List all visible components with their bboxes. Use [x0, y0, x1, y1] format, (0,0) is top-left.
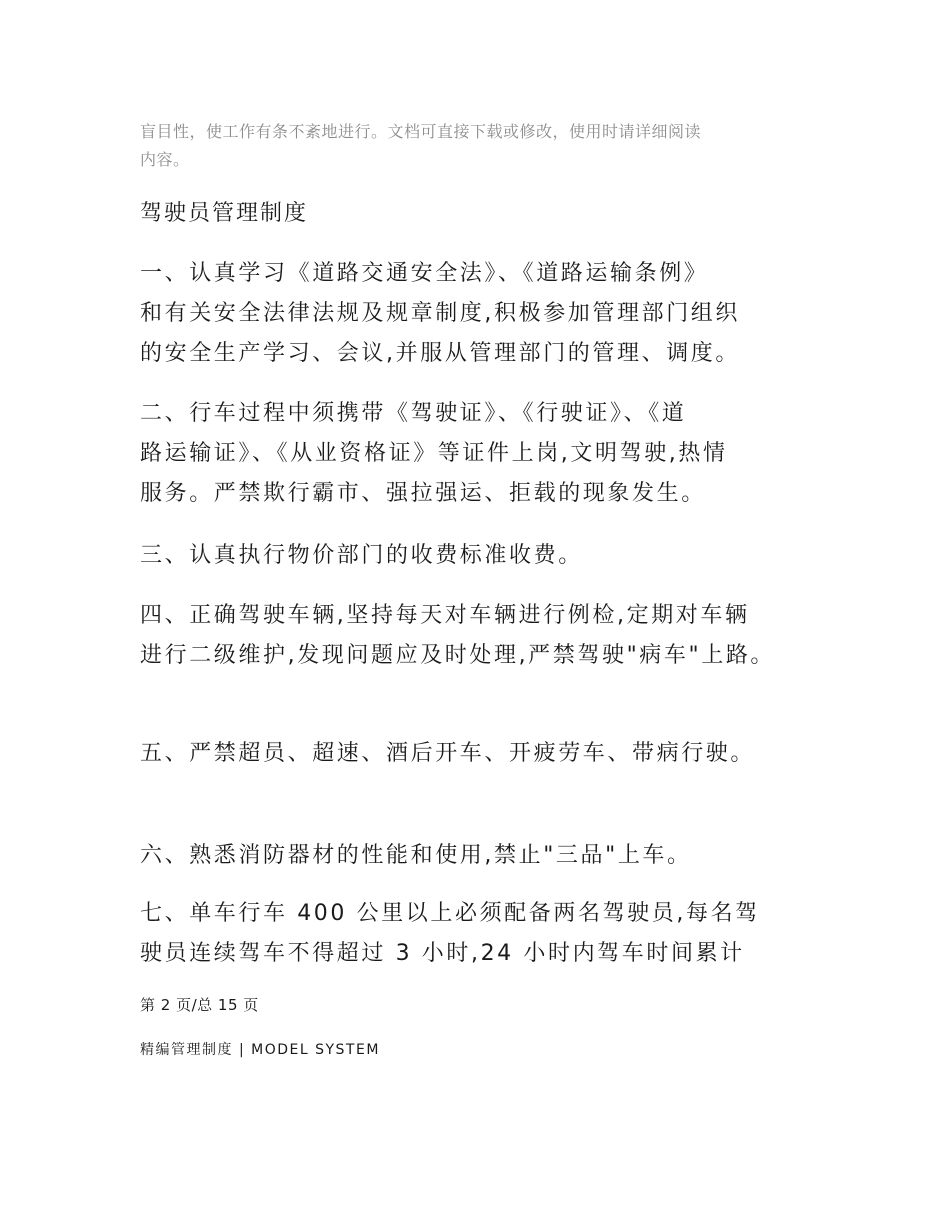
- rule-paragraph-4: [140, 596, 775, 676]
- rule-paragraph-2: [140, 394, 728, 514]
- rule-paragraph-6: [140, 836, 692, 876]
- rule-paragraph-7: [140, 894, 760, 974]
- paragraph-line: 和有关安全法律法规及规章制度,积极参加管理部门组织: [140, 301, 740, 326]
- paragraph-line: 五、严禁超员、超速、酒后开车、开疲劳车、带病行驶。: [140, 741, 756, 766]
- rule-paragraph-3: [140, 536, 583, 576]
- rule-paragraph-5: [140, 734, 755, 774]
- page-number: 第 2 页/总 15 页: [140, 996, 259, 1014]
- paragraph-line: 的安全生产学习、会议,并服从管理部门的管理、调度。: [140, 341, 740, 366]
- paragraph-line: 一、认真学习《道路交通安全法》、《道路运输条例》: [140, 261, 709, 286]
- intro-note: [140, 118, 701, 174]
- paragraph-line: 路运输证》、《从业资格证》等证件上岗,文明驾驶,热情: [140, 441, 728, 466]
- paragraph-line: 三、认真执行物价部门的收费标准收费。: [140, 543, 583, 568]
- footer-label: 精编管理制度 | MODEL SYSTEM: [140, 1042, 380, 1058]
- intro-line: 盲目性，使工作有条不紊地进行。文档可直接下载或修改，使用时请详细阅读: [140, 122, 702, 141]
- paragraph-line: 服务。严禁欺行霸市、强拉强运、拒载的现象发生。: [140, 481, 706, 506]
- rule-paragraph-1: [140, 254, 740, 374]
- paragraph-line: 进行二级维护,发现问题应及时处理,严禁驾驶"病车"上路。: [140, 643, 776, 668]
- intro-line: 内容。: [140, 150, 190, 169]
- paragraph-line: 四、正确驾驶车辆,坚持每天对车辆进行例检,定期对车辆: [140, 603, 750, 628]
- paragraph-line: 六、熟悉消防器材的性能和使用,禁止"三品"上车。: [140, 843, 692, 868]
- paragraph-line: 驶员连续驾车不得超过 3 小时,24 小时内驾车时间累计: [140, 941, 745, 966]
- document-title: 驾驶员管理制度: [140, 201, 309, 226]
- paragraph-line: 七、单车行车 400 公里以上必须配备两名驾驶员,每名驾: [140, 901, 760, 926]
- paragraph-line: 二、行车过程中须携带《驾驶证》、《行驶证》、《道: [140, 401, 687, 426]
